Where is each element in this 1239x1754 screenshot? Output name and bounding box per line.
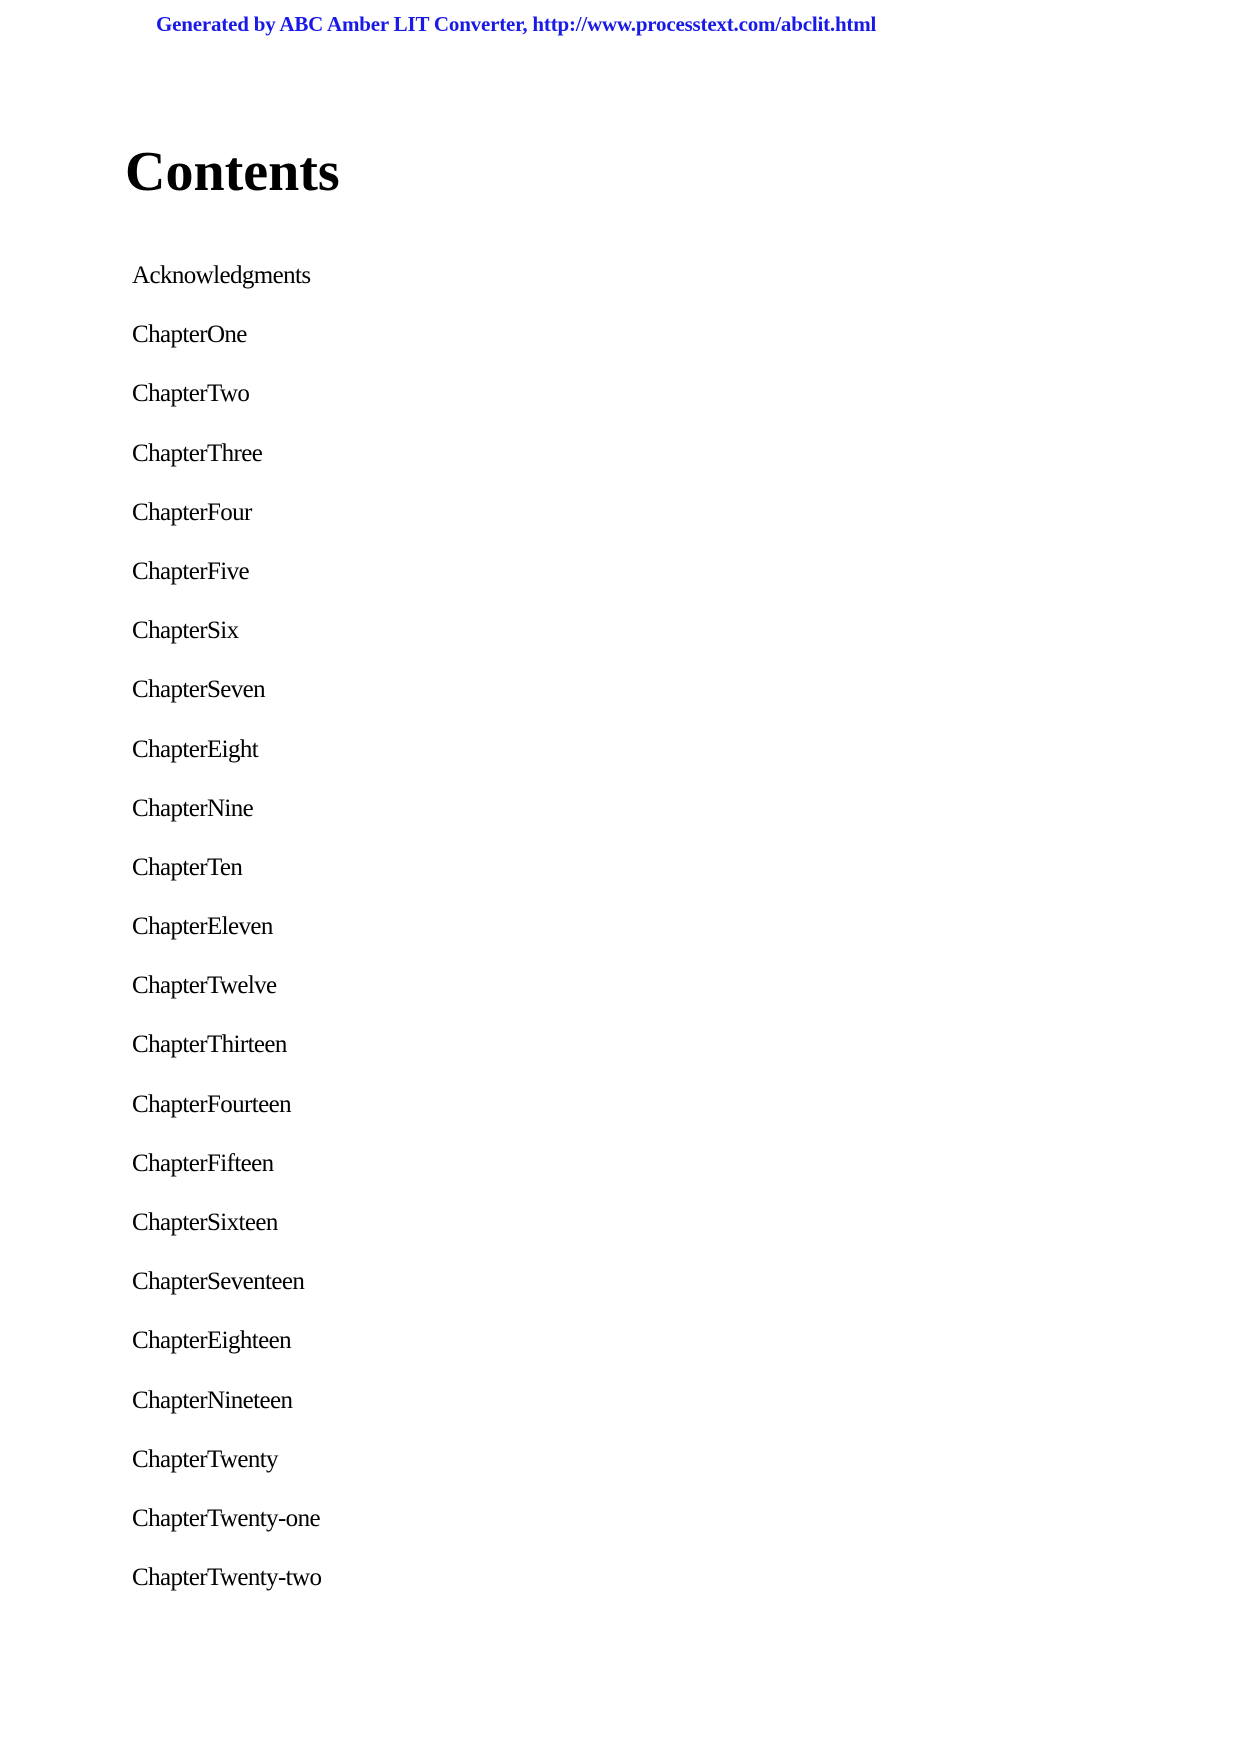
toc-item-chapter-sixteen[interactable]: ChapterSixteen [132,1209,278,1236]
toc-item-chapter-nineteen[interactable]: ChapterNineteen [132,1386,293,1414]
generator-link[interactable]: Generated by ABC Amber LIT Converter, http://www.processtext.com/abclit.html [156,12,877,36]
toc-item-chapter-fourteen[interactable]: ChapterFourteen [132,1090,292,1118]
toc-item-chapter-seventeen[interactable]: ChapterSeventeen [132,1268,305,1296]
toc-item-chapter-twelve[interactable]: ChapterTwelve [132,972,277,1000]
toc-item-chapter-four[interactable]: ChapterFour [132,498,252,526]
toc-item-chapter-eight[interactable]: ChapterEight [132,735,259,763]
toc-item-chapter-eighteen[interactable]: ChapterEighteen [132,1327,291,1355]
toc-item-chapter-twenty-two[interactable]: ChapterTwenty-two [132,1564,322,1592]
toc-item-chapter-fifteen[interactable]: ChapterFifteen [132,1149,274,1177]
toc-item-chapter-two[interactable]: ChapterTwo [132,380,250,408]
toc-item-chapter-five[interactable]: ChapterFive [132,557,249,585]
toc-item-chapter-seven[interactable]: ChapterSeven [132,676,266,704]
toc-item-chapter-nine[interactable]: ChapterNine [132,794,254,822]
toc-item-chapter-twenty[interactable]: ChapterTwenty [132,1445,278,1473]
toc-item-acknowledgments[interactable]: Acknowledgments [132,262,311,289]
toc-item-chapter-eleven[interactable]: ChapterEleven [132,913,273,941]
table-of-contents [132,256,321,1617]
toc-item-chapter-three[interactable]: ChapterThree [132,439,263,467]
page-title: Contents [125,141,340,203]
toc-item-chapter-one[interactable]: ChapterOne [132,321,247,349]
toc-item-chapter-thirteen[interactable]: ChapterThirteen [132,1031,287,1059]
toc-item-chapter-twenty-one[interactable]: ChapterTwenty-one [132,1504,320,1532]
toc-item-chapter-six[interactable]: ChapterSix [132,617,239,645]
toc-item-chapter-ten[interactable]: ChapterTen [132,853,243,881]
